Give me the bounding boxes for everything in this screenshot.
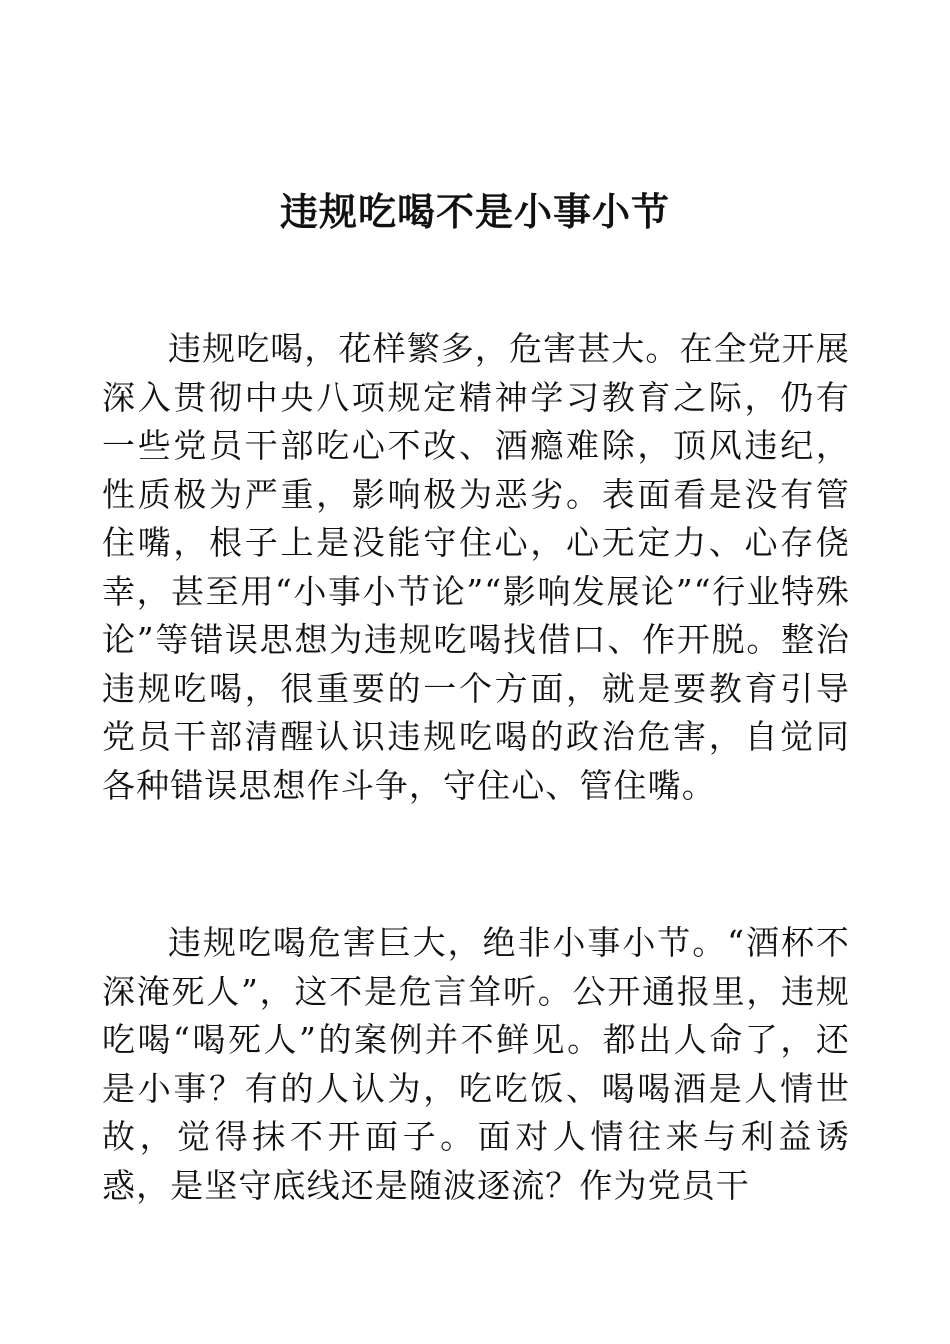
paragraph-2: 违规吃喝危害巨大，绝非小事小节。“酒杯不深淹死人”，这不是危言耸听。公开通报里，违规吃喝“喝死人”的案例并不鲜见。都出人命了，还是小事？有的人认为，吃吃饭、喝喝酒是人情世故，觉得抹不开面子。面对人情往来与利益诱惑，是坚守底线还是随波逐流？作为党员干 (102, 923, 850, 1205)
document-title: 违规吃喝不是小事小节 (279, 189, 670, 234)
paragraph-1: 违规吃喝，花样繁多，危害甚大。在全党开展深入贯彻中央八项规定精神学习教育之际，仍有一些党员干部吃心不改、酒瘾难除，顶风违纪，性质极为严重，影响极为恶劣。表面看是没有管住嘴，根子上是没能守住心，心无定力、心存侥幸，甚至用“小事小节论”“影响发展论”“行业特殊论”等错误思想为违规吃喝找借口、作开脱。整治违规吃喝，很重要的一个方面，就是要教育引导党员干部清醒认识违规吃喝的政治危害，自觉同各种错误思想作斗争，守住心、管住嘴。 (102, 329, 850, 805)
